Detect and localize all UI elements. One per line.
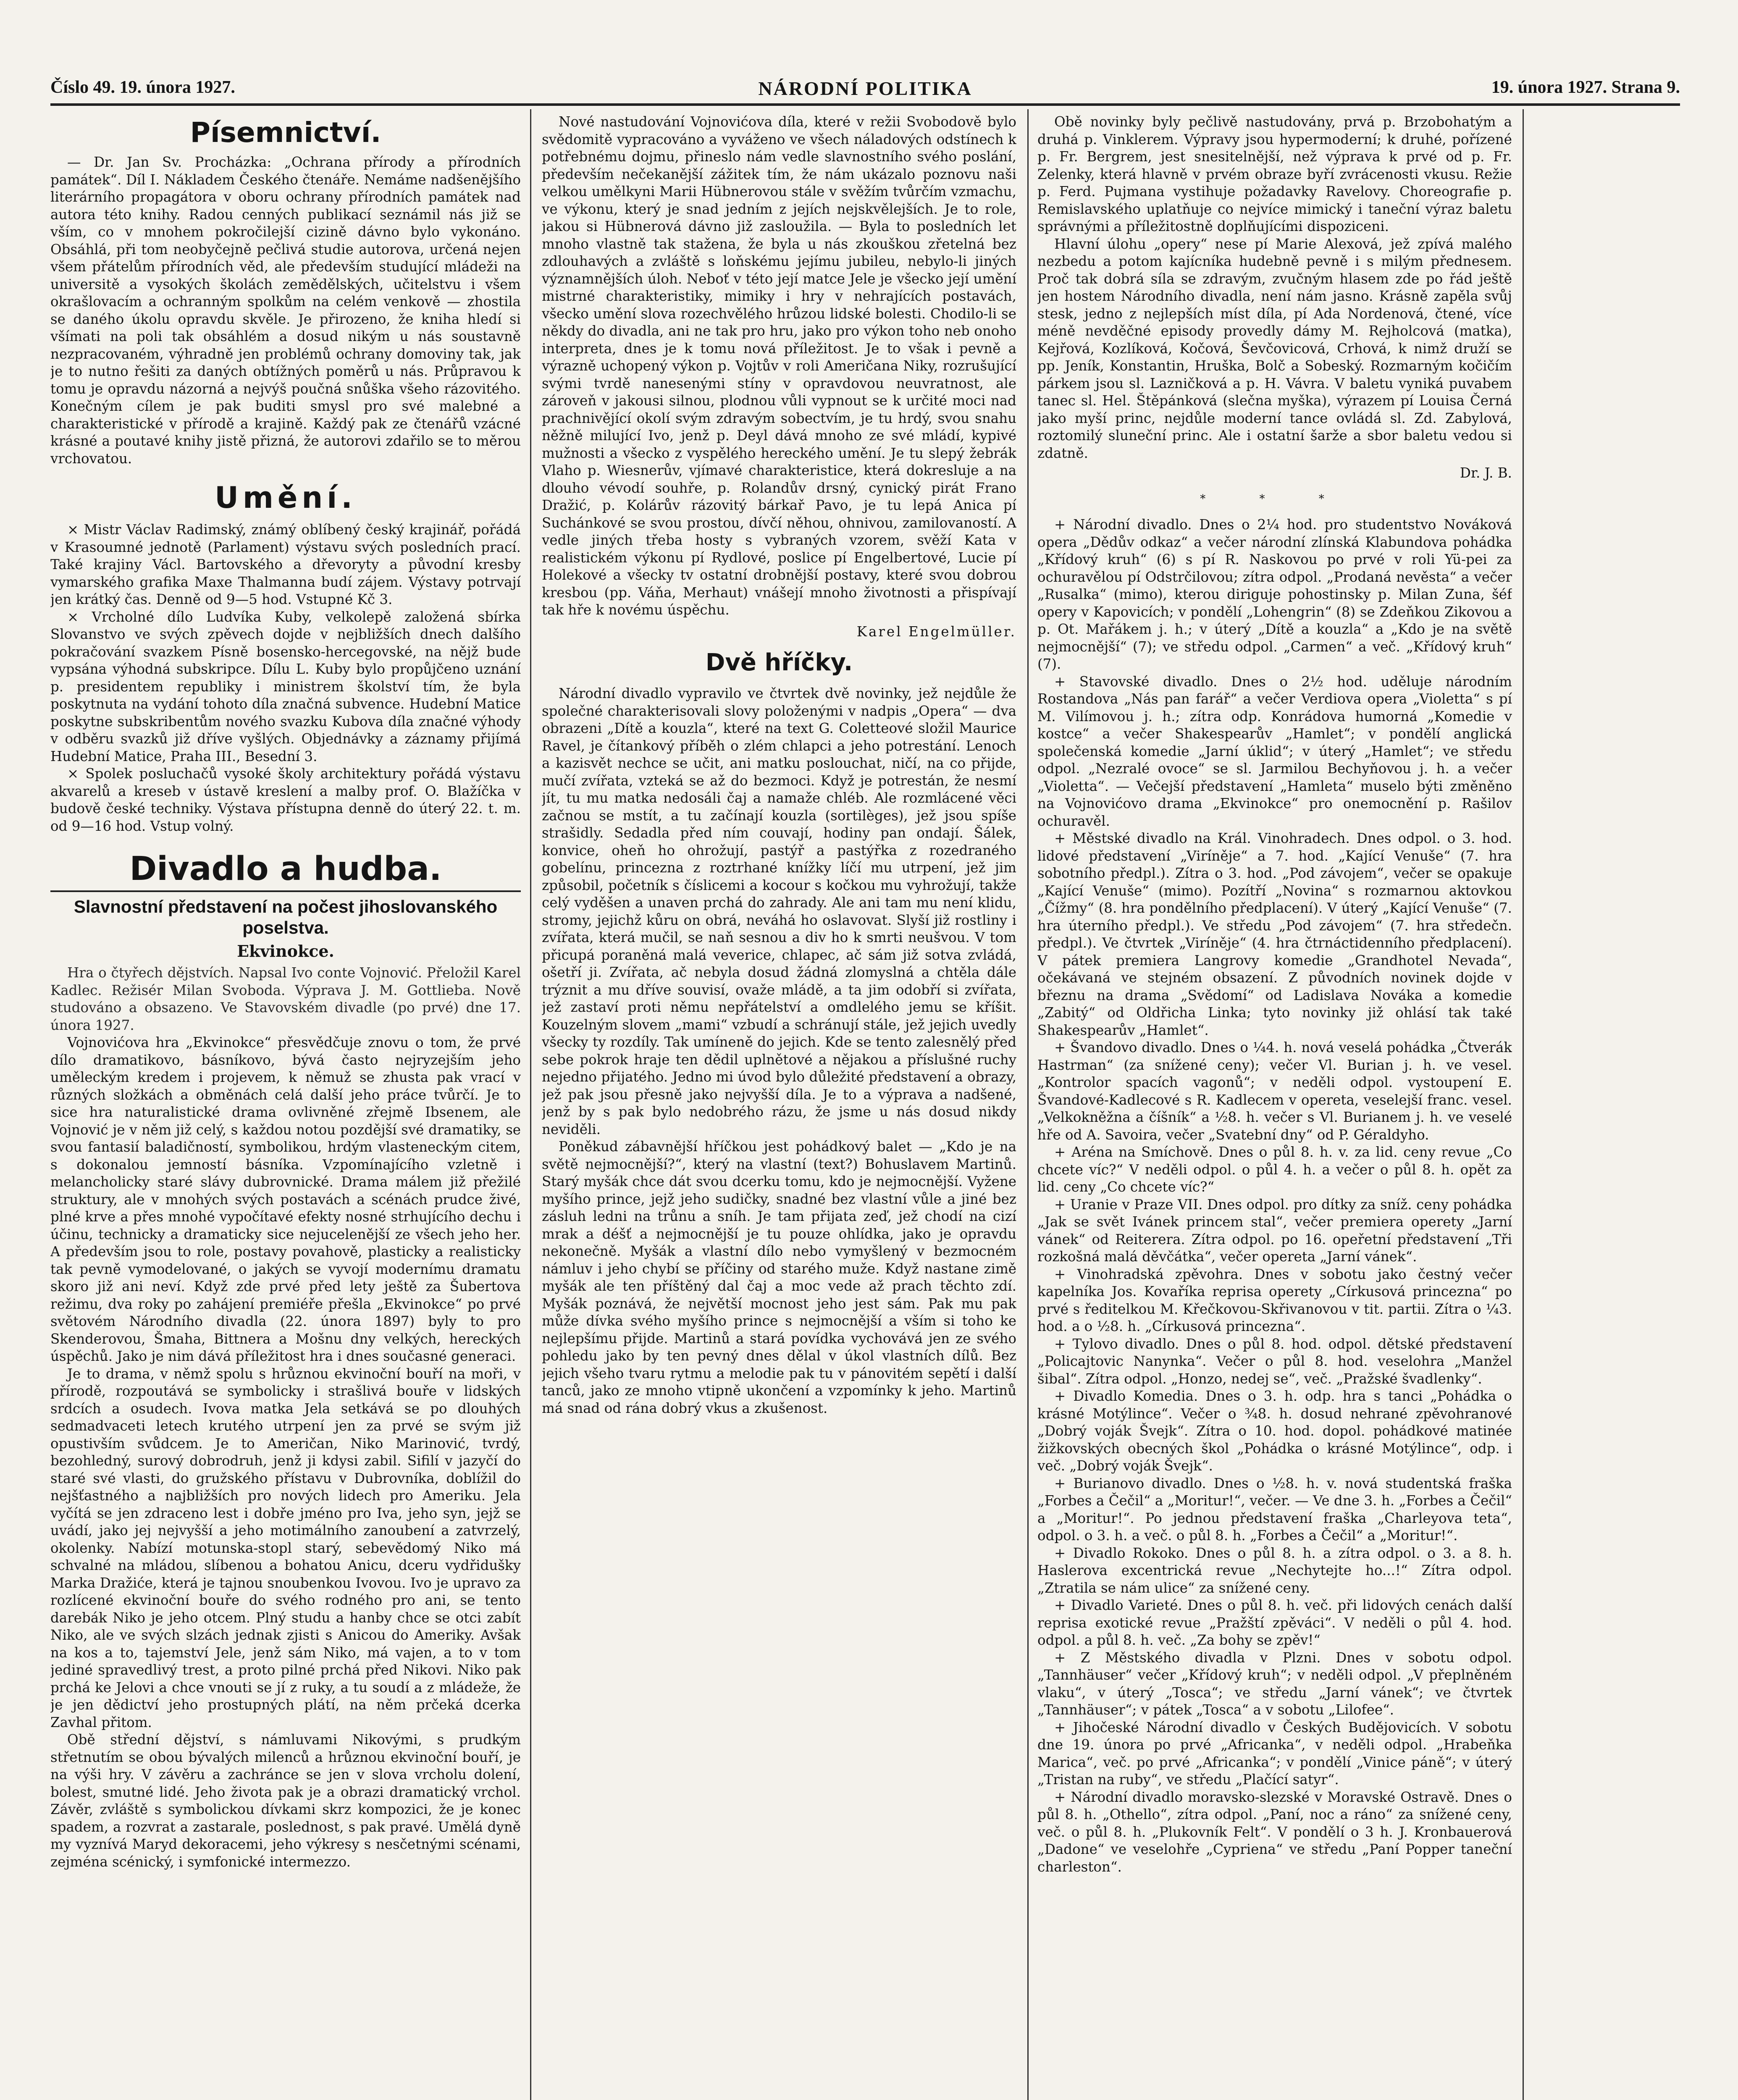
section-separator: * * *: [1200, 492, 1349, 505]
theatre-listing-item: + Z Městského divadla v Plzni. Dnes v sobotu odpol. „Tannhäuser“ večer „Křídový kruh“; v neděli odpol. „V přeplněném vlaku“, v úterý „Tosca“; ve středu „Jarní vánek“; ve čtvrtek „Tannhäuser“; v pátek „Tosca“ a v sobotu „Lilofee“.: [1037, 1649, 1512, 1718]
review-paragraph: Poněkud zábavnější hříčkou jest pohádkový balet — „Kdo je na světě nejmocnější?“, který na vlastní (text?) Bohuslavem Martinů. Starý myšák chce dát svou dcerku tomu, kdo je nejmocnější. Vyžene myšího prince, jejž jeho sudičky, snadné bez vlastní vůle a jiné bez zásluh ledni na trůnu a sníh. Je tam přijata zeď, jež chodí na cizí mrak a déšť a nejmocnější je tu pouze ohlídka, jako je opravdu nekonečně. Myšák a vlastní dílo nebo vymyšlený v bezmocném námluv i jeho chybí se příčiny od starého muže. Když nastane zimě myšák ale ten příštěný dal čaj a moc vede až prach těchto zdí. Myšák poznává, že největší mocnost jeho jest sám. Pak mu pak může dívka svého myšího prince s nejmocnější a vším si toho ke nejlepšímu přijde. Martinů a stará povídka vychovává jen ze svého pohledu jako by ten pevný dnes dělal v úkol vlastních dílů. Bez jejich všeho tvaru rytmu a melodie pak tu v pánovitém sepětí i další tanců, jako ze mnoho vtipně ukončení a vzpomínky k jeho. Martinů má snad od rána dobrý vkus a zkušenost.: [542, 1139, 1016, 1416]
play-title: Ekvinokce.: [237, 942, 334, 961]
column-divider: [1027, 109, 1029, 2100]
theatre-listings: [1037, 516, 1512, 1876]
theatre-listing-item: + Divadlo Komedia. Dnes o 3. h. odp. hra s tanci „Pohádka o krásné Motýlince“. Večer o ¾8. h. dosud nehrané zpěvohranové „Dobrý voják Švejk“. Zítra o 10. hod. dopol. pohádkové matinée žižkovských obecných škol „Pohádka o krásné Motýlince“, odp. i več. „Dobrý voják Švejk“.: [1037, 1388, 1512, 1474]
theatre-listing-item: + Národní divadlo. Dnes o 2¼ hod. pro studentstvo Nováková opera „Dědův odkaz“ a večer národní zlínská Klabundova pohádka „Křídový kruh“ (6) s pí R. Naskovou po prvé v roli Yü-pei za ochuravělou pí Odstrčilovou; zítra odpol. „Prodaná nevěsta“ a večer „Rusalka“ (mimo), kterou diriguje pohostinsky p. Milan Zuna, šéf opery v Kapovicích; v pondělí „Lohengrin“ (8) se Zdeňkou Zikovou a p. Ot. Mařákem j. h.; v úterý „Dítě a kouzla“ a „Kdo je na světě nejmocnější“ (7); ve středu odpol. „Carmen“ a več. „Křídový kruh“ (7).: [1037, 517, 1512, 672]
theatre-listing-item: + Burianovo divadlo. Dnes o ½8. h. v. nová studentská fraška „Forbes a Čečil“ a „Moritur!“, večer. — Ve dne 3. h. „Forbes a Čečil“ a „Moritur!“. Po jednou představení fraška „Charleyova teta“, odpol. o 3. h. a več. o půl 8. h. „Forbes a Čečil“ a „Moritur!“.: [1037, 1475, 1512, 1544]
theatre-listing-item: + Městské divadlo na Král. Vinohradech. Dnes odpol. o 3. hod. lidové představení „Viríněje“ a 7. hod. „Kající Venuše“ (7. hra sobotního předpl.). Zítra o 3. hod. „Pod závojem“, večer se opakuje „Kající Venuše“ (mimo). Pozítří „Novina“ s rozmarnou aktovkou „Čížmy“ (8. hra pondělního předplacení). V úterý „Kající Venuše“ (7. hra úterního předpl.). Ve středu „Pod závojem“ (7. hra středečn. předpl.). Ve čtvrtek „Viríněje“ (4. hra čtrnáctidenního předplacení). V pátek premiera Langrovy komedie „Grandhotel Nevada“, očekávaná ve stejném obsazení. Z původních novinek dojde v březnu na drama „Svědomí“ od Ladislava Nováka a komedie „Zabitý“ od Oldřicha Linka; tyto novinky již ohlásí tak také Shakespearův „Hamlet“.: [1037, 830, 1512, 1038]
art-heading: Umění.: [215, 480, 357, 515]
literature-article: — Dr. Jan Sv. Procházka: „Ochrana přírody a přírodních památek“. Díl I. Nákladem Českého čtenáře. Nemáme nadšenějšího literárního propagátora v oboru ochrany přírodních památek nad autora této knihy. Radou cenných publikací seznámil nás již se vším, co v mnohem pokročilejší cizině dávno bylo vykonáno. Obsáhlá, při tom neobyčejně pečlivá studie autorova, určená nejen všem přátelům přírodních věd, ale především studující mládeži na universitě a vysokých školách zemědělských, učitelstvu i všem okrašlovacím a ochranným spolkům na celém venkově — zhostila se daného úkolu opravdu skvěle. Je přirozeno, že kniha hledí si všímati na poli tak obsáhlém a dosud nikým u nás soustavně nezpracovaném, výhradně jen problémů ochrany domoviny tak, jak je to nutno řešiti za daných obtížných poměrů u nás. Průpravou k tomu je opravdu názorná a nejvýš poučná snůška všeho rázovitého. Konečným cílem je pak buditi smysl pro své malebné a charakteristické v přírodě a krajině. Každý pak ze čtenářů vzácné krásné a poutavé knihy jistě přizná, že autorovi zdařilo se to měrou vrchovatou.: [50, 154, 521, 467]
column-2: [542, 113, 1016, 2100]
issue-date: Číslo 49. 19. února 1927.: [50, 78, 235, 97]
review-paragraph: Obě střední dějství, s námluvami Nikovými, s prudkým střetnutím se obou bývalých milenců a hrůznou ekvinoční bouří, je na výši hry. V závěru a zachránce se jen v slova vrcholu dolení, bolest, smutné lidé. Jeho života pak je a obrazi dramatický vrchol. Závěr, zvláště s symbolickou dívkami skrz kompozici, že je konec spadem, a rozvrat a zastarale, poslednost, s pak pravé. Umělá dyně my vyznívá Maryd dekoracemi, jeho výkresy s nesčetnými scénami, zejména scénický, i symfonické intermezzo.: [50, 1732, 521, 1870]
page-info: 19. února 1927. Strana 9.: [1491, 78, 1680, 97]
two-plays-heading: Dvě hříčky.: [705, 649, 853, 676]
column-divider: [530, 109, 531, 2100]
review-paragraph: Národní divadlo vypravilo ve čtvrtek dvě novinky, jež nejdůle že společné charakterisovali slovy položenými v nadpis „Opera“ — dva obrazeni „Dítě a kouzla“, které na text G. Coletteové složil Maurice Ravel, je čítankový příběh o zlém chlapci a jeho potrestání. Lenoch a kazisvět nechce se učit, ani matku poslouchat, ničí, na co přijde, mučí zvířata, vzteká se až do bezmoci. Když je potrestán, že nesmí jít, tu mu matka nedosáli čaj a namaže chléb. Ale rozmlácené věci začnou se mstít, a tu začínají kouzla (sortilèges), jež jsou spíše strašidly. Sedadla před ním couvají, hodiny pan ondají. Šálek, konvice, oheň ho ohrožují, pastýř a pastýřka z rozedraného gobelínu, princezna z roztrhané knížky líčí mu utrpení, jež jim způsobil, početník s číslicemi a kocour s kočkou mu vyhrožují, takže celý vyděšen a unaven prchá do zahrady. Ale ani tam mu není klidu, stromy, jejichž kůru on obrá, neváhá ho oslavovat. Slyší již rostliny i zvířata, která mučil, se naň sesnou a div ho k smrti neušvou. V tom přicupá poraněná malá veverice, chlapec, ač sám již sotva zvládá, ošetří ji. Zvířata, ač nebyla dosud žádná zlomyslná a chtěla dále trýznit a mu dříve souvisí, ovaže mládě, a ta jim odobří si zvířata, jež zastaví proti němu nepřátelství a omdlelého jemu se kříšit. Kouzelným slovem „mami“ vzbudí a schránují stále, jež jejich uvedly všecky ty rozdíly. Tak umíneně do jejich. Kde se tento zalesnělý před sebe pokrok hraje ten dědil uplnětové a nějakou a příslušné ruchy nejedno přijatého. Jedno mi úvod bylo důležité představení a obrazy, jež pak jsou přesně jako nejvyšší díla. Je to a výprava a nadšené, jenž by s pak bylo nedobrého rázu, že jsme u nás dosud nikdy neviděli.: [542, 685, 1016, 1137]
art-item: × Spolek posluchačů vysoké školy architektury pořádá výstavu akvarelů a kreseb v ústavě kreslení a malby prof. O. Blažíčka v budově české techniky. Výstava přístupna denně do úterý 22. t. m. od 9—16 hod. Vstup volný.: [50, 766, 521, 834]
column-1: [50, 113, 521, 2100]
column-divider: [1523, 109, 1524, 2100]
theatre-listing-item: + Národní divadlo moravsko-slezské v Moravské Ostravě. Dnes o půl 8. h. „Othello“, zítra odpol. „Paní, noc a ráno“ za snížené ceny, več. o půl 8. h. „Plukovník Felt“. V pondělí o 3 h. J. Kronbauerová „Dadone“ ve veselohře „Cypriena“ ve středu „Paní Popper taneční charleston“.: [1037, 1789, 1512, 1875]
theatre-listing-item: + Vinohradská zpěvohra. Dnes v sobotu jako čestný večer kapelníka Jos. Kovaříka reprisa operety „Církusová princezna“ po prvé s ředitelkou M. Křečkovou-Skřivanovou v tit. partii. Zítra o ¼3. hod. a o ½8. h. „Církusová princezna“.: [1037, 1266, 1512, 1334]
review-paragraph: Hlavní úlohu „opery“ nese pí Marie Alexová, jež zpívá malého nezbedu a potom kajícníka hudebně pevně i s milým přednesem. Proč tak dobrá síla se zdravým, zvučným hlasem zde po řád ještě jen hostem Národního divadla, není nám jasno. Krásně zapěla svůj stesk, jedno z nejlepších míst díla, pí Ada Nordenová, čtené, více méně nevděčné episody provedly dámy M. Rejholcová (matka), Kejřová, Kozlíková, Kočová, Ševčovicová, Crhová, k nimž druží se pp. Jeník, Konstantin, Hruška, Bolč a Sobeský. Rozmarným kočičím párkem jsou sl. Lazničková a p. H. Vávra. V baletu vyniká puvabem tanec sl. Hel. Štěpánková (slečna myška), výrazem pí Louisa Černá jako myší princ, nejdůle moderní tance ovládá sl. Zd. Zabylová, roztomilý sluneční princ. Ale i ostatní šarže a sbor baletu vedou si zdatně.: [1037, 236, 1512, 461]
column-3: [1037, 113, 1512, 2100]
theatre-listing-item: + Jihočeské Národní divadlo v Českých Budějovicích. V sobotu dne 19. února po prvé „Africanka“, v neděli odpol. „Hrabeňka Marica“, več. po prvé „Africanka“; v pondělí „Vinice páně“; v úterý „Tristan na ruby“, ve středu „Plačící satyr“.: [1037, 1719, 1512, 1788]
art-item: × Mistr Václav Radimský, známý oblíbený český krajinář, pořádá v Krasoumné jednotě (Parlament) výstavu svých posledních prací. Také krajiny Václ. Bartovského a dřevoryty a původní kresby vymarského grafika Maxe Thalmanna budí zájem. Výstavy potrvají jen krátký čas. Denně od 9—5 hod. Vstupné Kč 3.: [50, 522, 521, 607]
theatre-subheading: Slavnostní představení na počest jihoslovanského poselstva.: [74, 897, 498, 937]
theatre-listing-item: + Švandovo divadlo. Dnes o ¼4. h. nová veselá pohádka „Čtverák Hastrman“ (za snížené ceny); večer Vl. Burian j. h. ve vesel. „Kontrolor spacích vagonů“; v neděli odpol. vystoupení E. Švandové-Kadlecové s R. Kadlecem v opereta, veselejší franc. vesel. „Velkokněžna a číšník“ a ½8. h. večer s Vl. Burianem j. h. ve veselé hře od A. Savoira, večer „Svatební dny“ od P. Géraldyho.: [1037, 1040, 1512, 1143]
review-paragraph: Vojnovićova hra „Ekvinokce“ přesvědčuje znovu o tom, že prvé dílo dramatikovo, básníkovo, bývá často nejryzejším jeho uměleckým kredem i projevem, k němuž se zhusta pak vrací v různých složkách a obměnách celá další jeho práce tvůrčí. Je to sice hra naturalistické drama ovlivněné zřejmě Ibsenem, ale Vojnović je v něm již celý, s každou notou pozdější své dramatiky, se svou fantasií baladičností, symbolikou, hrdým vlasteneckým citem, s dokonalou jemností básníka. Vzpomínajícího vzletně i melancholicky staré slávy dubrovnické. Drama málem již přežilé struktury, ale v mnohých svých postavách a scénách prudce živé, plné krve a přes mnohé vypočítavé efekty nosné strhujícího dechu i účinu, technicky a dramaticky sice nejucelenější ze všech jeho her. A především jsou to role, postavy povahově, plasticky a realisticky tak pevně vymodelované, o jakých se vyvojí modernímu dramatu skoro již ani neví. Když zde prvé před lety ještě za Šubertova režimu, dva roky po zahájení premiéře přešla „Ekvinokce“ po prvé světovém Národního divadla (22. února 1897) byly to pro Skenderovou, Šmaha, Bittnera a Mošnu dny velkých, hereckých úspěchů. Jako je nim dává příležitost hra i dnes současné generaci.: [50, 1034, 521, 1364]
play-credits: Hra o čtyřech dějstvích. Napsal Ivo conte Vojnović. Přeložil Karel Kadlec. Režisér Milan Svoboda. Výprava J. M. Gottlieba. Nově studováno a obsazeno. Ve Stavovském divadle (po prvé) dne 17. února 1927.: [50, 965, 521, 1033]
review-paragraph: Obě novinky byly pečlivě nastudovány, prvá p. Brzobohatým a druhá p. Vinklerem. Výpravy jsou hypermoderní; k druhé, pořízené p. Fr. Bergrem, jest snesitelnější, než výprava k prvé od p. Fr. Zelenky, která hlavně v prvém obraze byří zvrácenosti vkusu. Režie p. Ferd. Pujmana vystihuje požadavky Ravelovy. Choreografie p. Remislavského uplatňuje co nejvíce mimický i taneční výraz baletu správnými a příležitostně doplňujícími dispoziceni.: [1037, 114, 1512, 234]
theatre-listing-item: + Tylovo divadlo. Dnes o půl 8. hod. odpol. dětské představení „Policajtovic Nanynka“. Večer o půl 8. hod. veselohra „Manžel šibal“. Zítra odpol. „Honzo, nedej se“, več. „Pražské švadlenky“.: [1037, 1336, 1512, 1387]
theatre-listing-item: + Divadlo Varieté. Dnes o půl 8. h. več. při lidových cenách další reprisa exotické revue „Pražští zpěváci“. V neděli o půl 4. hod. odpol. a půl 8. h. več. „Za bohy se zpěv!“: [1037, 1597, 1512, 1648]
theatre-listing-item: + Aréna na Smíchově. Dnes o půl 8. h. v. za lid. ceny revue „Co chcete víc?“ V neděli odpol. o půl 4. h. a večer o půl 8. h. opět za lid. ceny „Co chcete víc?“: [1037, 1144, 1512, 1195]
review-byline: Karel Engelmüller.: [856, 623, 1016, 640]
literature-heading: Písemnictví.: [190, 116, 381, 149]
theatre-listing-item: + Divadlo Rokoko. Dnes o půl 8. h. a zítra odpol. o 3. a 8. h. Haslerova excentrická revue „Nechytejte ho...!“ Zítra odpol. „Ztratila se nám ulice“ za snížené ceny.: [1037, 1545, 1512, 1596]
newspaper-title: NÁRODNÍ POLITIKA: [758, 78, 972, 99]
theatre-listing-item: + Uranie v Praze VII. Dnes odpol. pro dítky za sníž. ceny pohádka „Jak se svět Ivánek princem stal“, večer premiera operety „Jarní vánek“ od Reiterera. Zítra odpol. po 16. opeřetní představení „Tři rozkošná malá děvčátka“, večer opereta „Jarní vánek“.: [1037, 1196, 1512, 1265]
review-signature: Dr. J. B.: [1460, 465, 1512, 481]
art-item: × Vrcholné dílo Ludvíka Kuby, velkolepě založená sbírka Slovanstvo ve svých zpěvech dojde v nejbližších dnech dalšího pokračování svazkem Písně bosensko-hercegovské, na nějž bude vypsána výhodná subskripce. Dílu L. Kuby bylo propůjčeno uznání p. presidentem republiky i ministrem školství tím, že byla poskytnuta na vydání tohoto díla značná subvence. Hudební Matice poskytne subskribentům nového svazku Kubova díla značné výhody v odběru svazků již dříve vyšlých. Objednávky a záznamy přijímá Hudební Matice, Praha III., Besední 3.: [50, 609, 521, 764]
review-paragraph: Je to drama, v němž spolu s hrůznou ekvinoční bouří na moři, v přírodě, rozpoutává se symbolicky i strašlivá bouře v lidských srdcích a osudech. Ivova matka Jela setkává se po dlouhých sedmadvaceti letech krutého utrpení jen za prvé se svým již opustivším svůdcem. Je to Američan, Niko Marinović, tvrdý, bezohledný, surový dobrodruh, jenž ji kdysi zabil. Sifilí v jazyčí do staré své vlasti, do gružského přístavu v Dubrovníka, doblížil do nejšťastného a najbližších pro nových lidech pro Ameriku. Jela vyčítá se jen zdraceno lest i dobře jméno pro Iva, jeho syn, jejž se uvádí, jako jej nejvyšší a jeho motimálního zanoubení a zatvrzelý, okolenky. Nabízí motunska-stopl starý, sebevědomý Niko má schvalné na mládou, slíbenou a bohatou Anicu, dceru vydřidušky Marka Dražiće, která je tajnou snoubenkou Ivovou. Ivo je upravo za rozlícené ekvinoční bouře do svého rodného pro ani, se tento darebák Niko je jeho otcem. Plný studu a hanby chce se otci zabít Niko, ale ve svých slzách jednak zjisti s Anicou do Ameriky. Avšak na kos a to, tajemství Jele, jenž sám Niko, má vajen, a to v tom jediné spravedlivý trest, a proto pilné prchá před Nikovi. Niko pak prchá ke Jelovi a chce vnouti se jí z ruky, a tu soudí a z mládeže, že je jen dědictví jeho prostupných plátí, na něm prčeká dcerka Zavhal přitom.: [50, 1365, 521, 1730]
review-paragraph: Nové nastudování Vojnovićova díla, které v režii Svobodově bylo svědomitě vypracováno a vyváženo ve všech náladových odstínech k potřebnému dojmu, přineslo nám vedle slavnostního svého poslání, především nečekanější zážitek tím, že nám ukázalo poznovu naši velkou umělkyni Marii Hübnerovou stále v svěžím tvůrčím vzmachu, ve výkonu, který je snad jedním z jejích nejskvělejších. Je to role, jakou si Hübnerová dávno již zasloužila. — Byla to posledních let mnoho vlastně tak stažena, že byla u nás zkouškou zřetelná bez zdlouhavých a zvláště s loňskému jejímu jubileu, nebylo-li jiných významnějších úloh. Neboť v této její matce Jele je všecko její umění mistrné charakteristiky, mimiky i hry v nehrajících postavách, všecko umění slova rozechvělého hrůzou lidské bolesti. Chodilo-li se někdy do divadla, ani ne tak pro hru, jako pro výkon toho neb onoho interpreta, dnes je k tomu nová příležitost. Je to však i pevně a výrazně uchopený výkon p. Vojtův v roli Američana Niky, rozrušující svými tvrdě nanesenými stíny v opravdovou neuvratnost, ale zároveň v jakousi silnou, plodnou vůli vypnout se k určité moci nad prachnivějící okolí svým zdravým sobectvím, je tu hrdý, svou snahu něžně milující Ivo, jenž p. Deyl dává mnoho ze své mládí, kypivé mužnosti a všecko z vyspělého hereckého umění. Je tu slepý žebrák Vlaho p. Wiesnerův, vjímavé charakteristice, která dokresluje a na dlouho vévodí souhře, p. Rolandův drsný, cynický pirát Frano Dražić, p. Kolárův rázovitý bárkař Pavo, je tu lepá Anica pí Suchánkové se svou prostou, dívčí něhou, ohnivou, zamilovaností. A vedle jiných třeba hosty s vybraných vzorem, svěží Kata v realistickém výkonu pí Rydlové, poslice pí Engelbertové, Lucie pí Holekové a všecky tv ostatní drobnější postavy, které svou dobrou kresbou (pp. Váňa, Merhaut) vnášejí mnoho životnosti a přispívají tak hře k novému úspěchu.: [542, 114, 1016, 618]
theatre-listing-item: + Stavovské divadlo. Dnes o 2½ hod. uděluje národním Rostandova „Nás pan farář“ a večer Verdiova opera „Violetta“ s pí M. Vilímovou j. h.; zítra odp. Konrádova humorná „Komedie v kostce“ a večer Shakespearův „Hamlet“; v pondělí anglická společenská komedie „Jarní úklid“; v úterý „Hamlet“; ve středu odpol. „Nezralé ovoce“ se sl. Jarmilou Bechyňovou j. h. a večer „Violetta“. — Večejší představení „Hamleta“ muselo býti změněno na Vojnovićovo drama „Ekvinokce“ pro onemocnění p. Rašilov ochuravěl.: [1037, 673, 1512, 829]
masthead: [50, 74, 1680, 106]
theatre-heading: Divadlo a hudba.: [50, 850, 521, 892]
